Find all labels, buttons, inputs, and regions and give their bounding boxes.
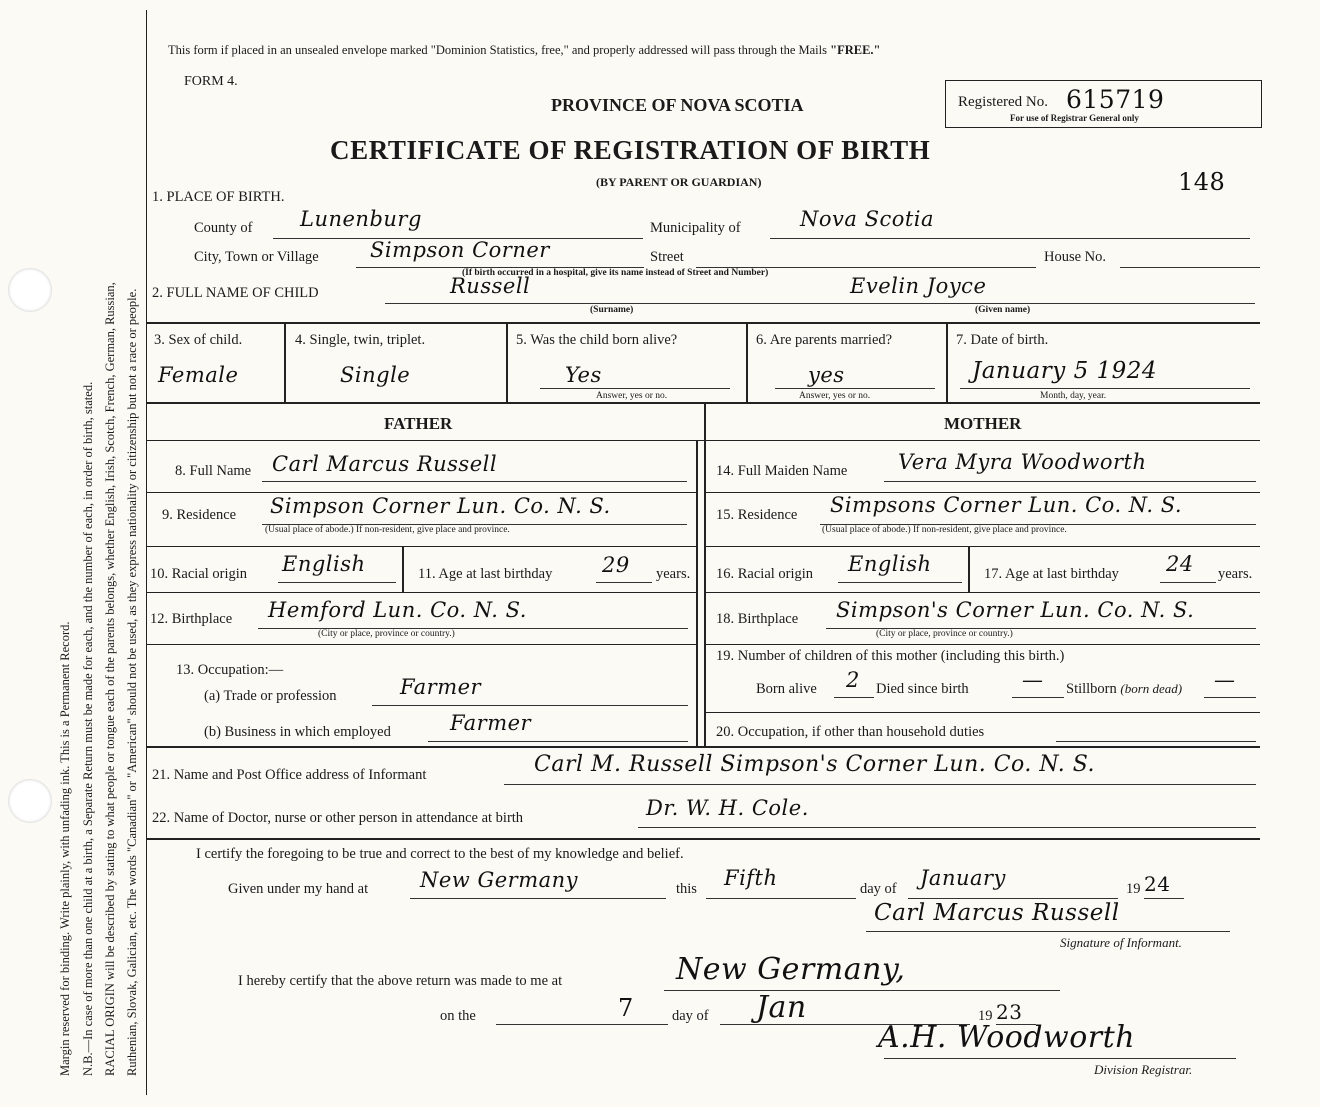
married-value: yes: [808, 363, 845, 387]
mother-occupation-label: 20. Occupation, if other than household duties: [716, 724, 985, 740]
father-name-label: 8. Full Name: [175, 463, 252, 479]
father-age-value: 29: [602, 553, 630, 577]
margin-note-racial-origin-cont: Ruthenian, Slovak, Galician, etc. The words "Canadian" or "American" should not be used, as they express nationality or citizenship but not a race or people.: [125, 288, 139, 1076]
father-business-label: (b) Business in which employed: [204, 724, 391, 740]
form-number: FORM 4.: [184, 74, 238, 89]
informant-value: Carl M. Russell Simpson's Corner Lun. Co. N. S.: [534, 752, 1096, 777]
county-label: County of: [194, 220, 253, 236]
certificate-subtitle: (BY PARENT OR GUARDIAN): [596, 175, 762, 189]
father-birthplace-label: 12. Birthplace: [150, 611, 233, 627]
father-business-value: Farmer: [450, 711, 532, 735]
city-value: Simpson Corner: [370, 238, 550, 262]
this-label: this: [676, 881, 697, 897]
father-birthplace-value: Hemford Lun. Co. N. S.: [268, 598, 527, 622]
margin-note-racial-origin: RACIAL ORIGIN will be described by stating to what people or tongue each of the parents belongs, whether English, Irish, Scotch, French, German, Russian,: [103, 282, 117, 1076]
punch-hole: [8, 779, 52, 823]
place-of-birth-heading: 1. PLACE OF BIRTH.: [152, 189, 285, 205]
informant-signature: Carl Marcus Russell: [874, 900, 1120, 926]
given-day-value: Fifth: [724, 866, 778, 890]
plurality-label: 4. Single, twin, triplet.: [295, 332, 426, 348]
mother-children-label: 19. Number of children of this mother (including this birth.): [716, 648, 1065, 664]
father-trade-label: (a) Trade or profession: [204, 688, 337, 704]
answer-caption: Answer, yes or no.: [596, 391, 668, 401]
municipality-value: Nova Scotia: [800, 207, 935, 231]
father-residence-label: 9. Residence: [162, 507, 237, 523]
father-origin-value: English: [282, 552, 366, 576]
mother-heading: MOTHER: [944, 414, 1022, 433]
informant-label: 21. Name and Post Office address of Informant: [152, 767, 427, 783]
registrar-day-of-label: day of: [672, 1008, 709, 1024]
house-label: House No.: [1044, 249, 1107, 265]
registrar-signature: A.H. Woodworth: [878, 1020, 1136, 1055]
mother-age-value: 24: [1166, 552, 1194, 576]
margin-note-multiple-births: N.B.—In case of more than one child at a birth, a Separate Return must be made for each, and the number of each, in order of birth, stated.: [81, 381, 95, 1076]
registered-label: Registered No.: [958, 94, 1048, 110]
given-year-prefix: 19: [1126, 881, 1141, 897]
registrar-month-value: Jan: [756, 990, 807, 1025]
registrar-caption: Division Registrar.: [1094, 1062, 1193, 1077]
dob-value: January 5 1924: [972, 358, 1158, 384]
stillborn-value: —: [1214, 668, 1236, 692]
father-name-value: Carl Marcus Russell: [272, 452, 498, 476]
father-age-label: 11. Age at last birthday: [418, 566, 553, 582]
given-month-value: January: [920, 866, 1006, 890]
registrar-place-value: New Germany,: [676, 952, 906, 987]
day-of-label: day of: [860, 881, 897, 897]
corner-number: 148: [1178, 168, 1226, 196]
father-occupation-label: 13. Occupation:—: [176, 662, 284, 678]
plurality-value: Single: [340, 363, 411, 387]
child-given-value: Evelin Joyce: [850, 274, 987, 298]
father-trade-value: Farmer: [400, 675, 482, 699]
mother-birthplace-label: 18. Birthplace: [716, 611, 799, 627]
born-alive-count-value: 2: [846, 668, 860, 692]
father-residence-value: Simpson Corner Lun. Co. N. S.: [270, 494, 611, 518]
father-birthplace-caption: (City or place, province or country.): [318, 629, 455, 639]
mail-notice: This form if placed in an unsealed envelope marked "Dominion Statistics, free," and properly addressed will pass through the Mails "FREE.": [168, 43, 881, 57]
certificate-title: CERTIFICATE OF REGISTRATION OF BIRTH: [330, 135, 931, 165]
dob-caption: Month, day, year.: [1040, 391, 1107, 401]
registrar-year-prefix: 19: [978, 1008, 993, 1024]
mother-birthplace-value: Simpson's Corner Lun. Co. N. S.: [836, 598, 1195, 622]
mother-age-label: 17. Age at last birthday: [984, 566, 1119, 582]
sex-label: 3. Sex of child.: [154, 332, 243, 348]
born-alive-count-label: Born alive: [756, 681, 817, 697]
given-place-value: New Germany: [420, 868, 579, 892]
registrar-note: For use of Registrar General only: [1010, 113, 1139, 123]
born-alive-value: Yes: [565, 363, 602, 387]
surname-caption: (Surname): [590, 305, 634, 315]
mother-residence-value: Simpsons Corner Lun. Co. N. S.: [830, 493, 1183, 517]
registrar-day-value: 7: [618, 994, 634, 1022]
died-since-birth-label: Died since birth: [876, 681, 969, 697]
mother-name-value: Vera Myra Woodworth: [898, 450, 1147, 474]
father-origin-label: 10. Racial origin: [150, 566, 248, 582]
informant-signature-caption: Signature of Informant.: [1060, 935, 1182, 950]
registration-box: [945, 80, 1262, 128]
dob-label: 7. Date of birth.: [956, 332, 1049, 348]
mother-years: years.: [1218, 566, 1253, 582]
binding-rule: [146, 10, 147, 1095]
father-heading: FATHER: [384, 414, 453, 433]
street-label: Street: [650, 249, 684, 265]
father-residence-caption: (Usual place of abode.) If non-resident, give place and province.: [265, 525, 510, 535]
registrar-year-value: 23: [996, 1000, 1023, 1024]
mother-residence-caption: (Usual place of abode.) If non-resident, give place and province.: [822, 525, 1067, 535]
stillborn-label: Stillborn (born dead): [1066, 681, 1183, 697]
given-year-value: 24: [1144, 872, 1171, 896]
margin-note-binding: Margin reserved for binding. Write plainly, with unfading ink. This is a Permanent Record.: [58, 621, 72, 1076]
municipality-label: Municipality of: [650, 220, 741, 236]
mother-birthplace-caption: (City or place, province or country.): [876, 629, 1013, 639]
answer-caption: Answer, yes or no.: [799, 391, 871, 401]
child-name-label: 2. FULL NAME OF CHILD: [152, 285, 319, 301]
doctor-label: 22. Name of Doctor, nurse or other person in attendance at birth: [152, 810, 524, 826]
child-surname-value: Russell: [450, 274, 531, 298]
doctor-value: Dr. W. H. Cole.: [646, 796, 809, 820]
city-label: City, Town or Village: [194, 249, 319, 265]
mother-residence-label: 15. Residence: [716, 507, 798, 523]
born-alive-label: 5. Was the child born alive?: [516, 332, 678, 348]
registered-number: 615719: [1066, 85, 1165, 114]
given-caption: (Given name): [975, 305, 1031, 315]
mother-name-label: 14. Full Maiden Name: [716, 463, 848, 479]
county-value: Lunenburg: [300, 207, 422, 231]
mother-origin-label: 16. Racial origin: [716, 566, 814, 582]
given-under-label: Given under my hand at: [228, 881, 369, 897]
punch-hole: [8, 268, 52, 312]
married-label: 6. Are parents married?: [756, 332, 893, 348]
on-the-label: on the: [440, 1008, 476, 1024]
province-heading: PROVINCE OF NOVA SCOTIA: [551, 95, 804, 115]
registrar-statement: I hereby certify that the above return was made to me at: [238, 973, 563, 989]
certify-statement: I certify the foregoing to be true and correct to the best of my knowledge and belief.: [196, 846, 684, 862]
father-years: years.: [656, 566, 691, 582]
sex-value: Female: [158, 363, 239, 387]
mother-origin-value: English: [848, 552, 932, 576]
hospital-note: (If birth occurred in a hospital, give its name instead of Street and Number): [462, 268, 769, 278]
died-since-birth-value: —: [1022, 668, 1044, 692]
